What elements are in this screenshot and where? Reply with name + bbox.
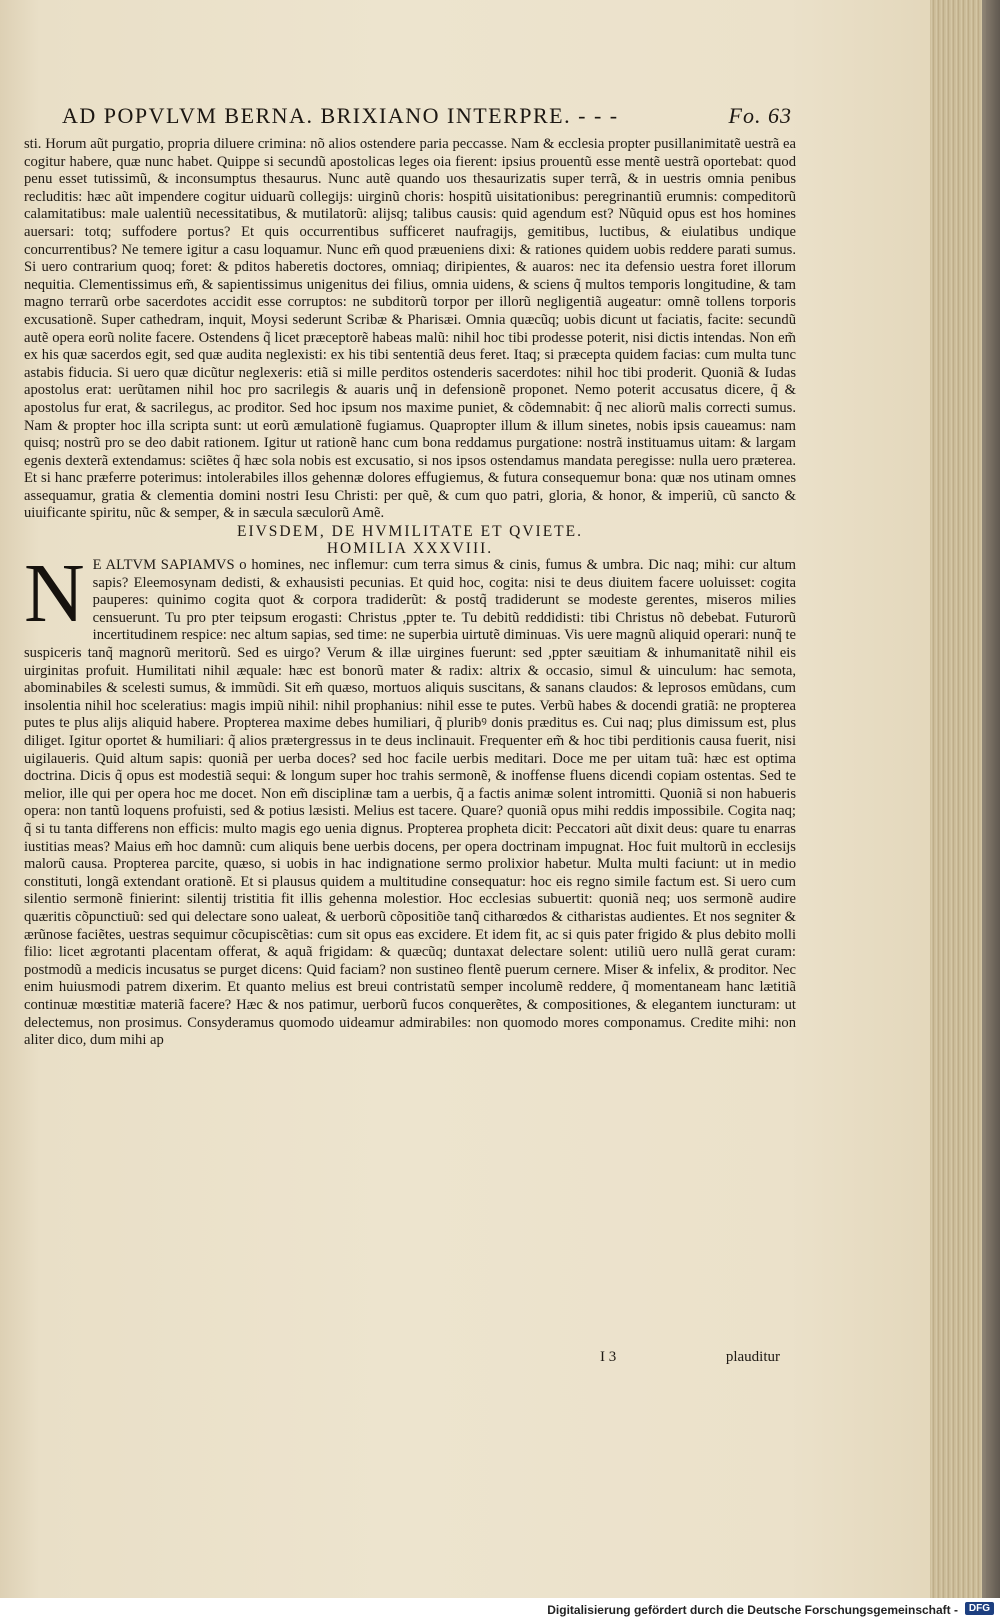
text-block: [24, 136, 796, 1050]
running-header: [62, 103, 792, 129]
folio-number: Fo. 63: [728, 103, 792, 128]
catchword: plauditur: [725, 1349, 780, 1365]
running-title: AD POPVLVM BERNA. BRIXIANO INTERPRE. - - -: [62, 103, 619, 128]
drop-initial: N: [24, 547, 85, 641]
book-page-edges: [930, 0, 1000, 1598]
homily-number: HOMILIA XXXVIII.: [326, 540, 494, 558]
homily-title: EIVSDEM, DE HVMILITATE ET QVIETE.: [236, 523, 583, 541]
signature-mark: I 3: [600, 1349, 617, 1365]
paragraph-continuation: sti. Horum aũt purgatio, propria diluere crimina: nõ alios ostendere paria peccasse. Nam & ecclesia propter pusillanimitatẽ uestrã ea cogitur habere, quæ nunc habet. Quippe si secundũ apostolicas leges oia fierent: ipsius prouentũ esse mentẽ uestrã oportebat: quod penu esset tutissimũ, & inconsumptus thesaurus. Nunc autẽ quando uos thesaurizatis super terrã, & in uestris omnia penibus recluditis: hæc aũt impendere cogitur uiduarũ collegijs: uirginũ choris: hospitũ uisitationibus: peregrinantiũ erumnis: compeditorũ calamitatibus: male ualentiũ necessitatibus, & mutilatorũ: alijsq; talibus causis: quid agendum est? Nũquid opus est hos homines auersari: totq; suffodere portus? Et quis occurrentibus sufficeret naufragijs, gemitibus, luctibus, & eiulatibus undique concurrentibus? Ne temere igitur a casu loquamur. Nunc em̃ quod præueniens dixi: & rationes quidem uobis reddere parati sumus. Si uero contrarium quoq; foret: & pditos haberetis doctores, omniaq; diripientes, & auaros: nec ita defensio uestra foret illorum nequitia. Clementissimus em̃, & sapientissimus unigenitus dei filius, omnia uidens, & sciens q̃ multos temporis longitudine, & tam magno terrarũ orbe sacerdotes accidit esse corruptos: ne subditorũ torpor per illorũ negligentiã augeatur: omnẽ tollens torporis excusationẽ. Super cathedram, inquit, Moysi sederunt Scribæ & Pharisæi. Omnia quæcũq; uobis dicunt ut faciatis, facite: secundũ autẽ opera eorũ nolite facere. Ostendens q̃ licet præceptorẽ habeas malũ: nihil hoc tibi prodesse poterit, nisi dictis intendas. Non em̃ ex his quæ sacerdos egit, sed quæ audita neglexisti: ex his tibi sententiã deus feret. Itaq; si præcepta quidem facias: cum multa tunc astabis fiducia. Si uero quæ dicũtur neglexeris: etiã si mille perditos ostenderis sacerdotes: nihil hoc tibi proderit. Quoniã & Iudas apostolus erat: uerũtamen nihil hoc pro sacrilegis & auaris unq̃ in defensionẽ proponet. Nemo poterit accusatus dicere, q̃ & apostolus fur erat, & sacrilegus, ac proditor. Sed hoc ipsum nos maxime puniet, & cõdemnabit: q̃ nec aliorũ malis correcti sumus. Nam & propter hoc illa scripta sunt: ut eorũ æmulationẽ fugiamus. Quapropter illum & illum sinetes, nobis ipsis caueamus: nam quisq; nostrũ pro se deo dabit rationem. Igitur ut rationẽ hanc cum bona reddamus purgatione: nostrã instituamus uitam: & largam egenis dexterã extendamus: sciẽtes q̃ hæc sola nobis est excusatio, si nos ipsos ostendamus mandata peregisse: nulla uero præterea. Et si hanc præferre poterimus: intolerabiles illos gehennæ dolores effugiemus, & futura consequemur bona: quæ nos utinam omnes assequamur, gratia & clementia domini nostri Iesu Christi: per quẽ, & cum quo patri, gloria, & honor, & imperiũ, cũ sancto & uiuificante spiritu, nũc & semper, & in sæcula sæculorũ Amẽ.: [24, 136, 796, 522]
page-footer: [600, 1349, 780, 1366]
dfg-logo: DFG: [965, 1602, 994, 1615]
funding-banner: [0, 1598, 1000, 1622]
homily-text: E ALTVM SAPIAMVS o homines, nec inflemur: cum terra simus & cinis, fumus & umbra. Dic naq; mihi: cur altum sapis? Eleemosynam dedisti, & exhausisti pecunias. Et quid hoc, cogita: nisi te deus diuitem facere uoluisset: cogita pauperes: quinimo cogita quot & corpora tradiderũt: & postq̃ tradiderunt se modeste gerentes, miseros milies censuerunt. Tu pro pter teipsum erogasti: Christus ,ppter te. Tu debitũ reddidisti: tibi Christus nõ debebat. Futurorũ incertitudinem respice: nec altum sapias, sed time: ne superbia uirtutẽ diminuas. Vis uere magnũ aliquid operari: nunq̃ te suspiceris tanq̃ magnorũ meritorũ. Sed es uirgo? Verum & illæ uirgines fuerunt: sed ,ppter sæuitiam & inhumanitatẽ nihil eis uirginitas profuit. Humilitati nihil æquale: hæc est bonorũ mater & radix: altrix & occasio, simul & uinculum: hac semota, abominabiles & scelesti sumus, & immũdi. Sit em̃ quæso, mortuos aliquis suscitans, & sanans claudos: & leprosos emũdans, cum insolentia nihil hoc sceleratius: magis impiũ nihil: nihil prophanius: nihil esse te putes. Verbũ habes & docendi gratiã: ne propterea putes te plus alijs aliquid habere. Propterea maxime debes humiliari, q̃ pluribꝰ donis præditus es. Cui naq; plus dimissum est, plus diliget. Igitur oportet & humiliari: q̃ alios prætergressus in te deus inclinauit. Frequenter em̃ & hoc tibi perditionis causa fuerit, nisi uigilaueris. Quid altum sapis: quoniã per uerba doces? sed hoc facile uerbis meditari. Doce me per uitam tuã: hæc est optima doctrina. Dicis q̃ opus est modestiã sequi: & longum super hoc trahis sermonẽ, & inoffense fluens dicendi copiam ostentas. Sed te melior, ille qui per opera hoc me docet. Non em̃ disciplinæ tam a uerbis, q̃ a factis animæ solent intromitti. Quoniã si non habueris opera: non tantũ loquens profuisti, sed & potius læsisti. Melius est tacere. Quare? quoniã opus mihi reddis impossibile. Cogita naq; q̃ si tu tanta differens non efficis: multo magis ego uenia dignus. Propterea propheta dicit: Peccatori aũt dixit deus: quare tu enarras iustitias meas? Maius em̃ hoc damnũ: cum aliquis bene uerbis docens, per opera doctrinam impugnat. Hoc fuit multorũ in ecclesijs malorũ causa. Propterea parcite, quæso, si uobis in hac indignatione sermo prolixior habetur. Multa multi faciunt: ut in medio constituti, longã extendant orationẽ. Et si plausus quidem a multitudine consequatur: hoc eis regno simile factum est. Si uero cum silentio sermonẽ finierint: silentij tristitia fit illis gehenna molestior. Hoc ecclesias subuertit: quoniã neq; uos sermonẽ audire quæritis cõpunctiuũ: sed qui delectare sono ualeat, & uerborũ cõpositiõe tanq̃ citharœdos & citharistas audientes. Et nos segniter & ærũnose faciẽtes, uestras sequimur cõcupiscẽtias: cum sit opus eas excidere. Et idem fit, ac si quis pater frigido & plus debito molli filio: licet ægrotanti placentam offerat, & aquã frigidam: & quæcũq; duntaxat delectare solent: utiliũ uero nullã gerat curam: postmodũ a medicis incusatus se purget dicens: Quid faciam? non sustineo flentẽ puerum cernere. Miser & infelix, & proditor. Nec enim huiusmodi patrem dixerim. Et quanto melius est breui contristatũ semper incolumẽ reddere, q̃ momentaneam hanc lætitiã continuæ mœstitiæ materiã facere? Hæc & nos patimur, uerborũ fucos conquerẽtes, & compositiones, & elegantem iuncturam: ut delectemus, non prosimus. Consyderamus quomodo uideamur admirabiles: non quomodo mores componamus. Credite mihi: non aliter dico, dum mihi ap: [24, 557, 796, 1049]
funding-text: Digitalisierung gefördert durch die Deutsche Forschungsgemeinschaft -: [547, 1603, 958, 1617]
